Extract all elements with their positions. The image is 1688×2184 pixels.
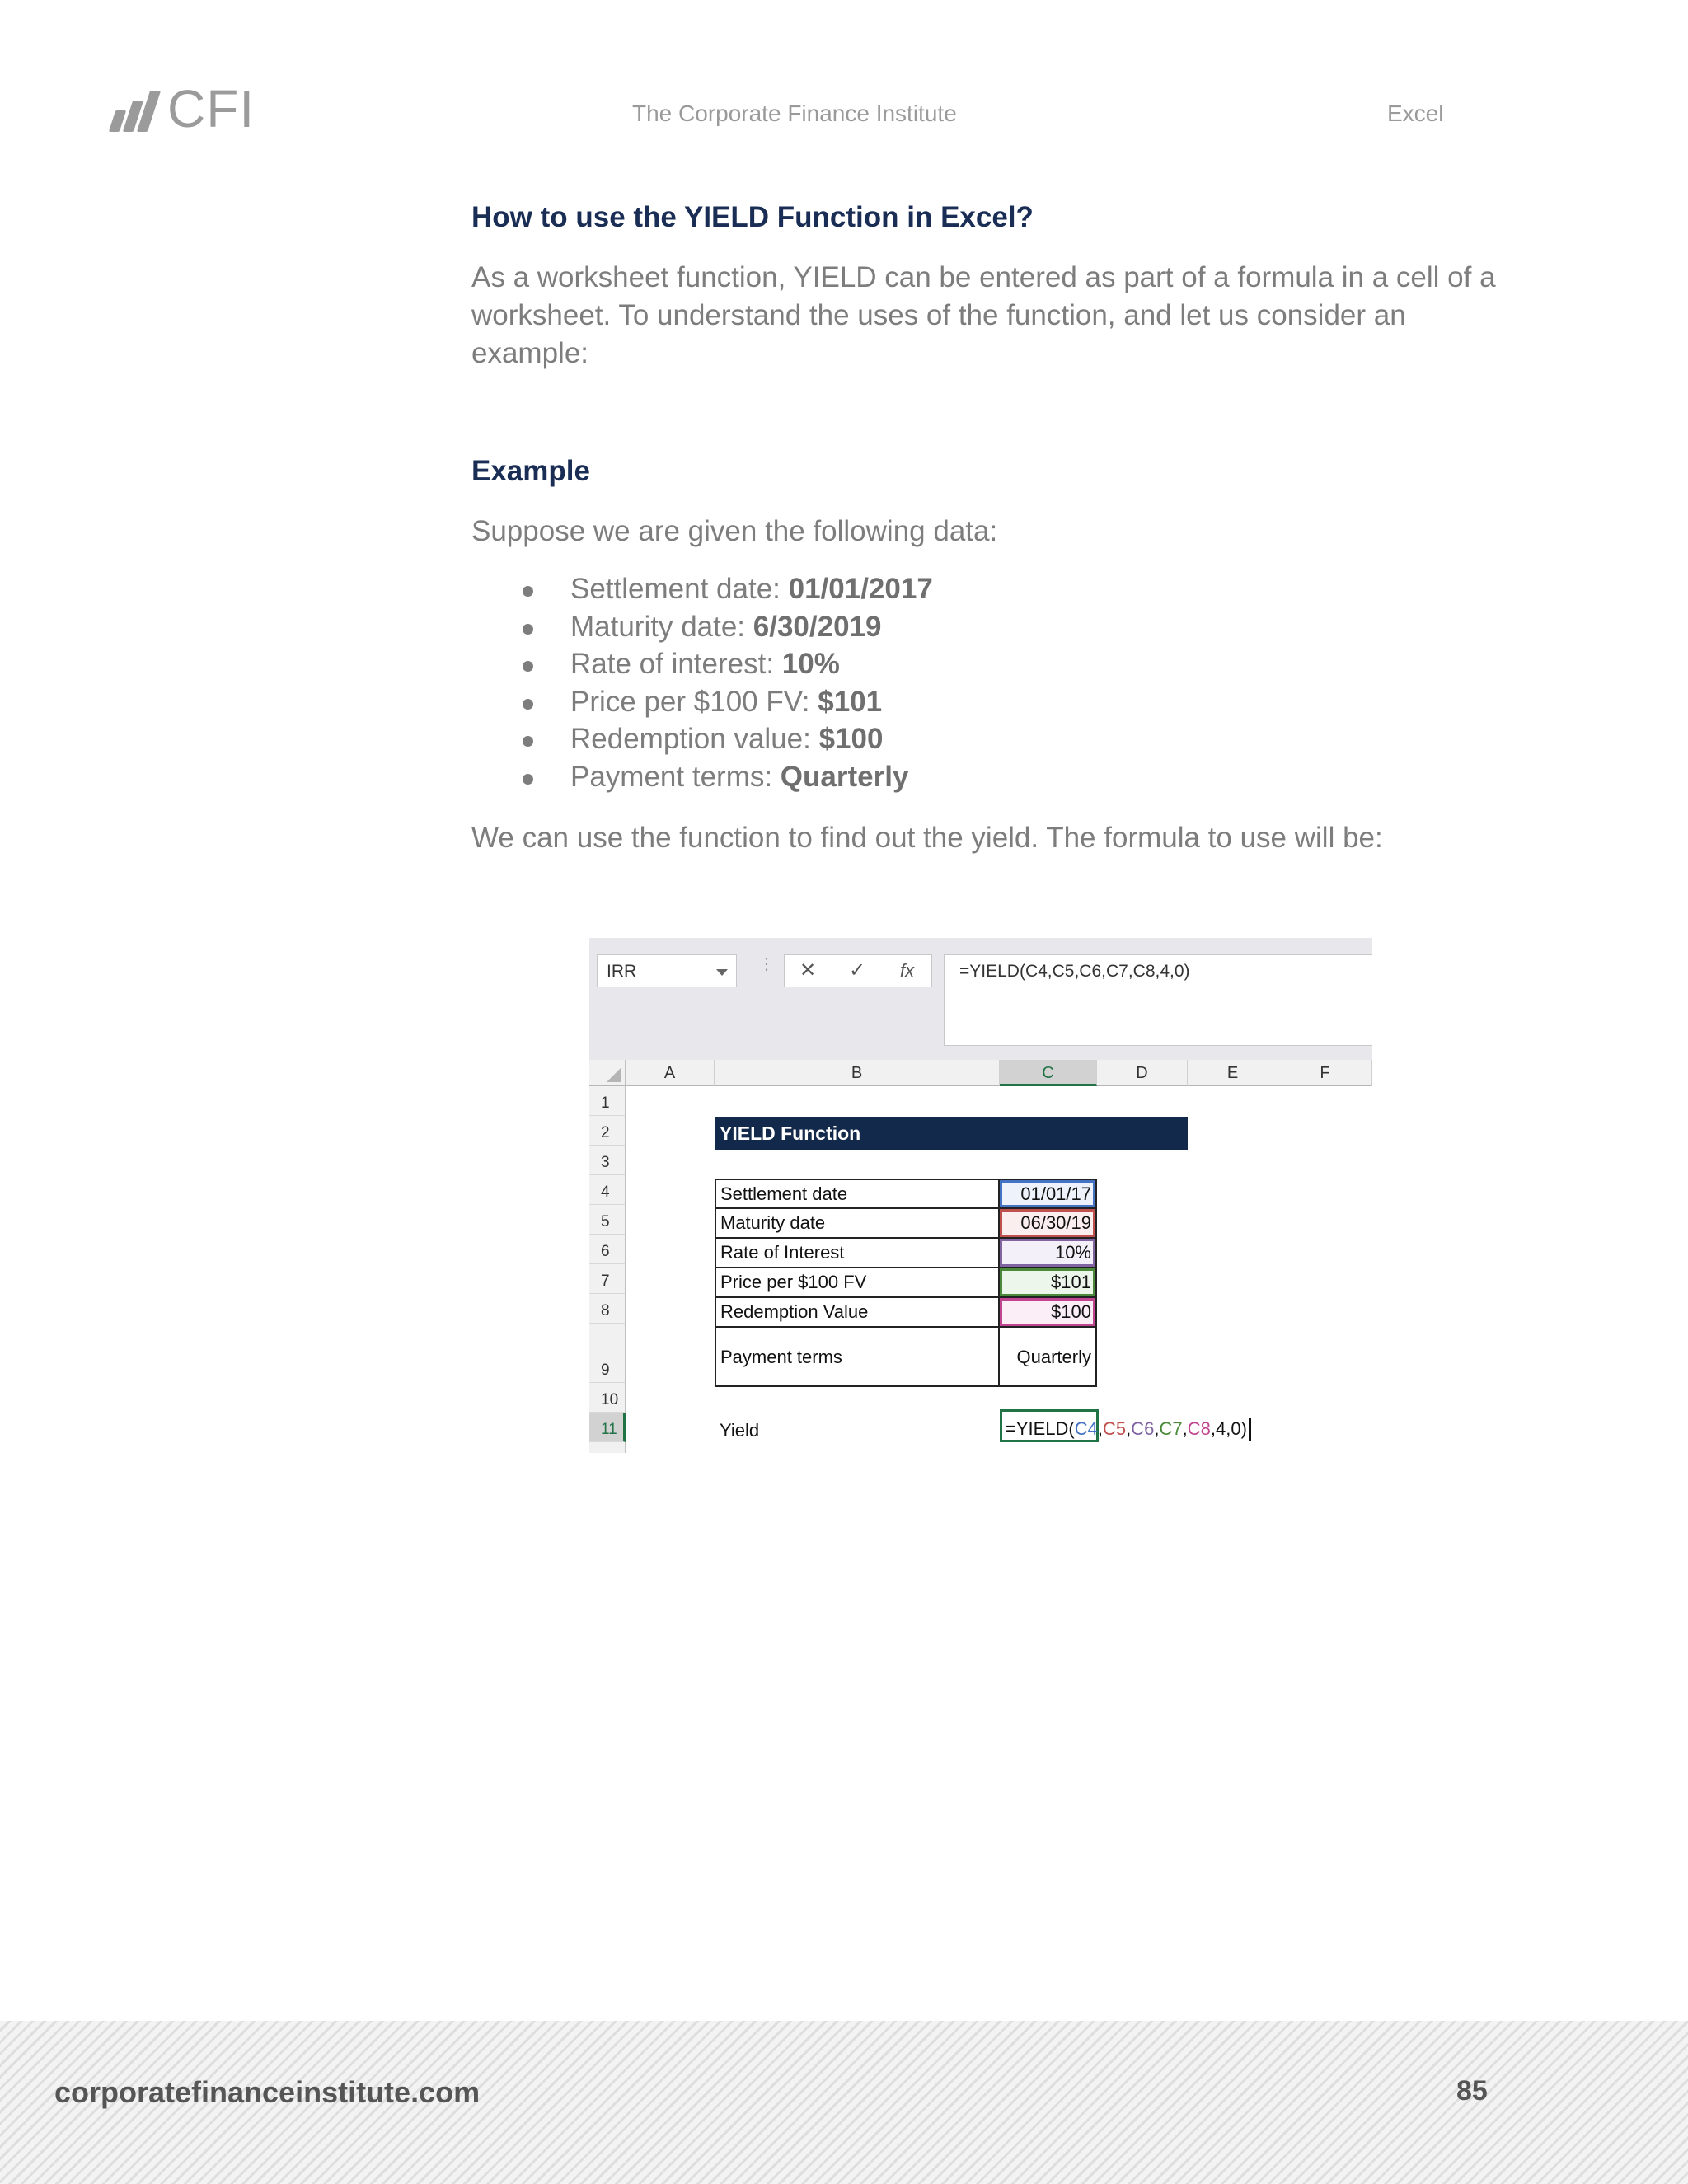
dropdown-caret-icon[interactable] [716,969,728,976]
list-item: Redemption value: $100 [471,720,933,758]
formula-bar-input[interactable]: =YIELD(C4,C5,C6,C7,C8,4,0) [944,954,1372,1046]
column-header-a[interactable]: A [626,1060,715,1086]
cell-b6[interactable]: Rate of Interest [715,1239,1000,1268]
table-title[interactable]: YIELD Function [715,1117,1188,1150]
cell-c7[interactable]: $101 [998,1268,1097,1298]
cell-c6[interactable]: 10% [998,1239,1097,1268]
row-header-3[interactable]: 3 [589,1146,626,1175]
column-header-b[interactable]: B [715,1060,1000,1086]
row-header-6[interactable]: 6 [589,1235,626,1264]
cell-b9[interactable]: Payment terms [715,1328,1000,1387]
intro-paragraph-wrap [471,259,1510,373]
row-header-4[interactable]: 4 [589,1175,626,1205]
bullet-icon [523,774,533,785]
cell-b4[interactable]: Settlement date [715,1179,1000,1209]
yield-formula[interactable]: =YIELD(C4,C5,C6,C7,C8,4,0) [1006,1418,1251,1441]
example-intro: Suppose we are given the following data: [471,515,998,547]
logo-mark-icon [112,86,159,132]
header-title: The Corporate Finance Institute [632,101,957,126]
yield-label[interactable]: Yield [720,1420,760,1441]
formula-intro: We can use the function to find out the yield. The formula to use will be: [471,822,1383,854]
list-item: Price per $100 FV: $101 [471,683,933,721]
list-item: Maturity date: 6/30/2019 [471,608,933,646]
logo-text: CFI [167,79,256,138]
column-header-d[interactable]: D [1097,1060,1188,1086]
cell-c4[interactable]: 01/01/17 [998,1179,1097,1209]
intro-paragraph: As a worksheet function, YIELD can be entered as part of a formula in a cell of a worksheet. To understand the uses of the function, and let us consider an example: [471,261,1496,369]
formula-buttons [784,954,932,987]
cfi-logo [112,79,256,138]
text-cursor [1249,1418,1251,1441]
more-dots-icon: ⋮ [758,955,775,973]
row-header-2[interactable]: 2 [589,1116,626,1146]
enter-check-icon[interactable]: ✓ [849,959,866,982]
bullet-icon [523,661,533,672]
column-header-c[interactable]: C [1000,1060,1097,1086]
cell-c8[interactable]: $100 [998,1298,1097,1328]
select-all-corner[interactable] [589,1060,626,1086]
example-heading-wrap [471,455,1510,488]
bullet-icon [523,624,533,635]
row-header-11[interactable]: 11 [589,1413,626,1442]
bullet-icon [523,699,533,710]
name-box[interactable]: IRR [597,954,737,987]
page-number: 85 [1456,2075,1488,2107]
bullet-icon [523,736,533,747]
row-header-1[interactable]: 1 [589,1086,626,1116]
list-item: Rate of interest: 10% [471,645,933,683]
row-header-7[interactable]: 7 [589,1264,626,1294]
cancel-icon[interactable]: ✕ [799,959,817,982]
excel-screenshot [589,938,1372,1453]
row-header-8[interactable]: 8 [589,1294,626,1324]
section-heading: How to use the YIELD Function in Excel? [471,201,1034,233]
cell-c5[interactable]: 06/30/19 [998,1209,1097,1239]
bullet-icon [523,586,533,597]
row-header-9[interactable]: 9 [589,1324,626,1383]
example-heading: Example [471,455,590,487]
row-header-5[interactable]: 5 [589,1205,626,1235]
cell-c9[interactable]: Quarterly [998,1328,1097,1387]
row-header-partial [589,1442,626,1453]
list-item: Payment terms: Quarterly [471,758,933,796]
formula-intro-wrap [471,819,1510,857]
data-bullet-list [471,570,933,795]
column-header-f[interactable]: F [1278,1060,1372,1086]
footer-url[interactable]: corporatefinanceinstitute.com [54,2075,481,2109]
section-yield-usage [471,201,1510,234]
insert-function-icon[interactable]: fx [900,960,915,981]
example-intro-wrap [471,513,1510,551]
column-header-e[interactable]: E [1188,1060,1278,1086]
row-header-10[interactable]: 10 [589,1383,626,1413]
header-section: Excel [1387,101,1444,126]
list-item: Settlement date: 01/01/2017 [471,570,933,608]
cell-b5[interactable]: Maturity date [715,1209,1000,1239]
cell-b8[interactable]: Redemption Value [715,1298,1000,1328]
cell-b7[interactable]: Price per $100 FV [715,1268,1000,1298]
